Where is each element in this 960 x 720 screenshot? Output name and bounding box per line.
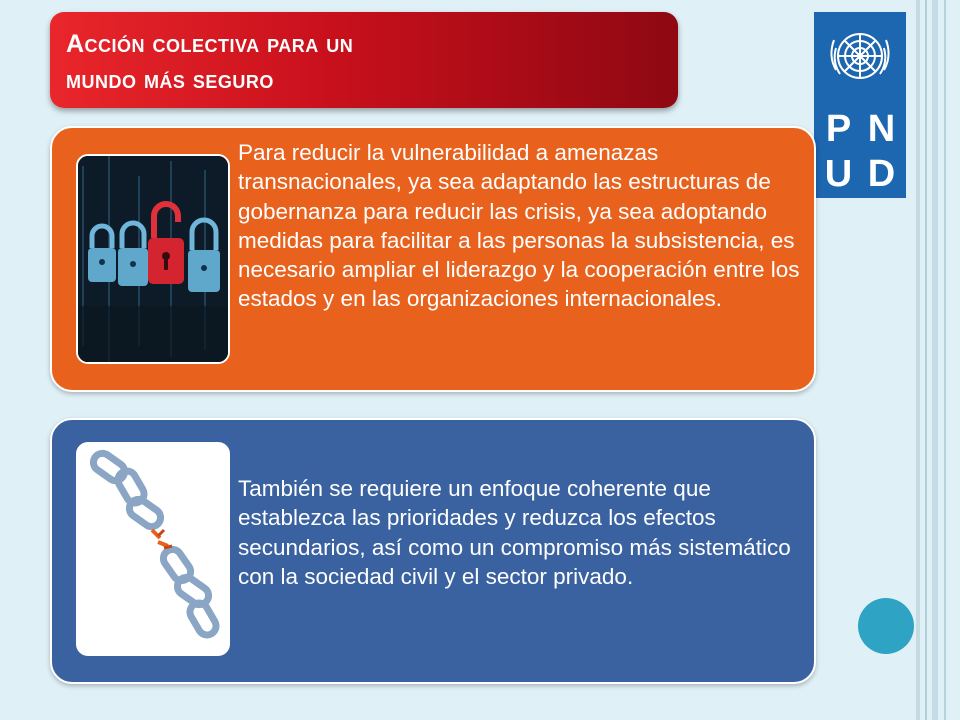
- decorative-stripe: [916, 0, 920, 720]
- panel-text: También se requiere un enfoque coherente que establezca las prioridades y reduzca los efectos secundarios, así como un compromiso más sistemático con la sociedad civil y el sector privado.: [238, 476, 791, 589]
- panel-text: Para reducir la vulnerabilidad a amenazas transnacionales, ya sea adaptando las estructuras de gobernanza para reducir las crisis, ya sea adoptando medidas para facilitar a las personas la subsistencia, es necesario ampliar el liderazgo y la cooperación entre los estados y en las organizaciones internacionales.: [238, 140, 800, 312]
- slide-title-line1: Acción colectiva para un: [66, 30, 354, 58]
- decorative-stripe: [932, 0, 938, 720]
- padlocks-image: [76, 154, 230, 364]
- content-panel-orange: [50, 126, 816, 392]
- broken-chain-image: [76, 442, 230, 656]
- logo-letter: P: [825, 108, 852, 150]
- pnud-letters: [818, 108, 902, 194]
- slide-title-line2: mundo más seguro: [66, 66, 274, 94]
- slide-title-box: [50, 12, 678, 108]
- decorative-stripe: [944, 0, 946, 720]
- un-emblem-icon: [822, 18, 898, 94]
- slide-title: [66, 26, 662, 98]
- logo-letter: U: [824, 153, 853, 195]
- logo-letter: N: [867, 108, 896, 150]
- content-panel-blue: [50, 418, 816, 684]
- logo-letter: D: [867, 153, 896, 195]
- decorative-stripe: [925, 0, 927, 720]
- pnud-logo: [814, 12, 906, 198]
- accent-circle: [858, 598, 914, 654]
